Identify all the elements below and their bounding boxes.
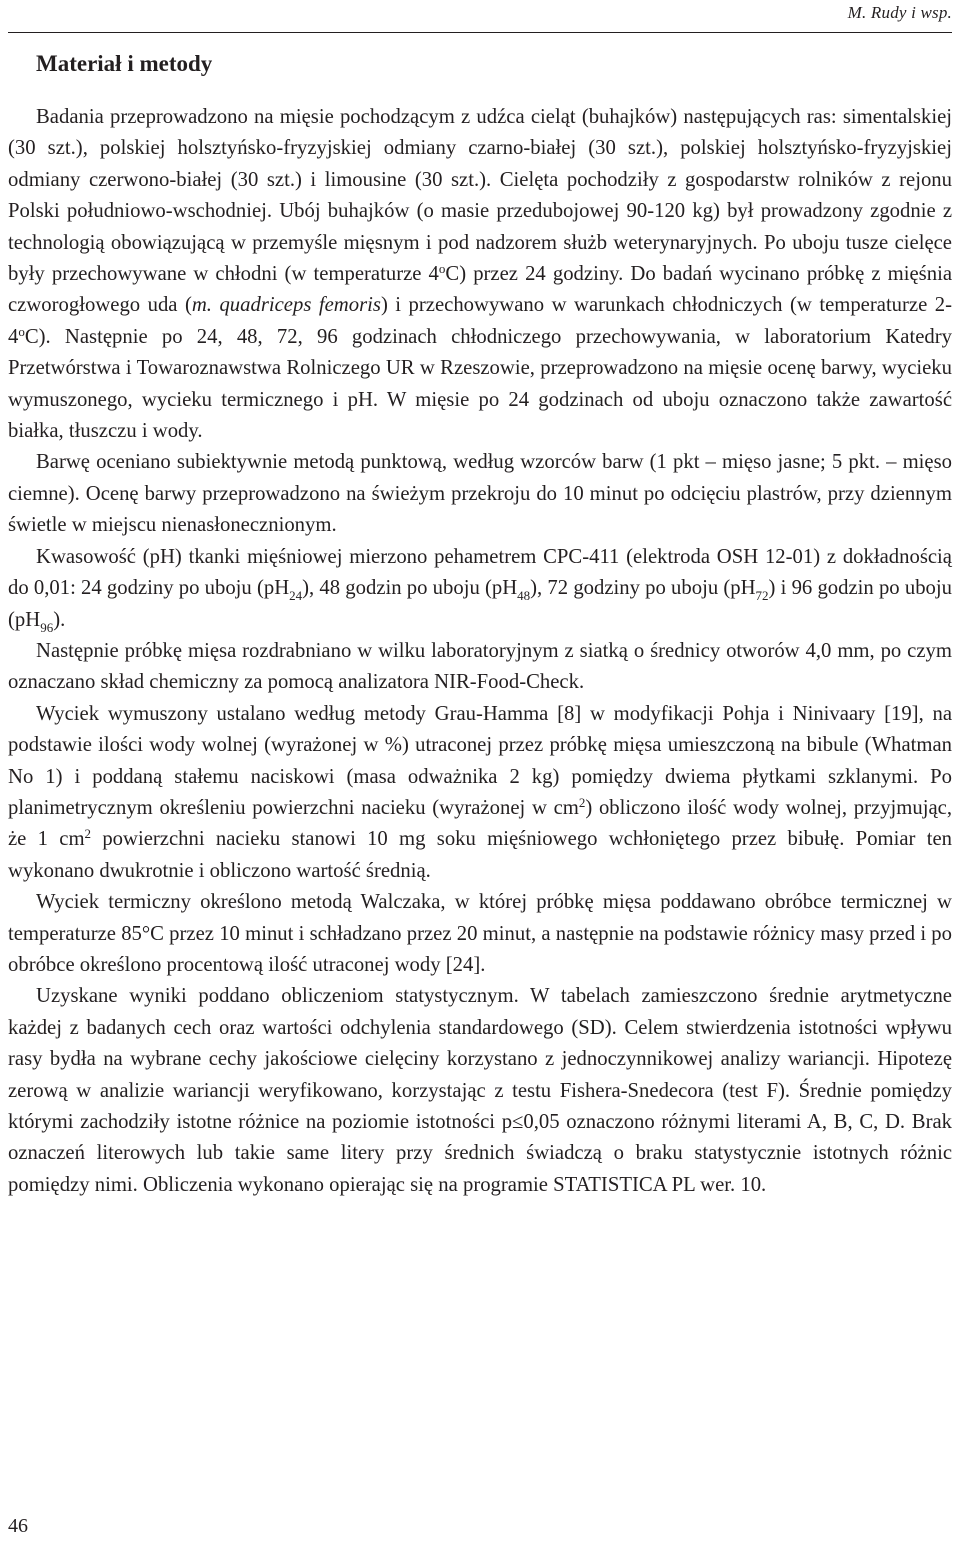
paragraph-text: Kwasowość (pH) tkanki mięśniowej mierzono pehametrem CPC-411 (elektroda OSH 12-01) z dokładnością do 0,01: 24 godziny po uboju (pH: [8, 545, 952, 600]
paragraph-forced-drip: [8, 699, 952, 887]
paragraph-text: Wyciek wymuszony ustalano według metody Grau-Hamma [8] w modyfikacji Pohja i Ninivaary [19], na podstawie ilości wody wolnej (wyrażonej w %) utraconej przez próbkę mięsa umieszczoną na bibule (Whatman No 1) i poddaną stałemu naciskowi (masa odważnika 2 kg) pomiędzy dwiema płytkami szklanymi. Po planimetrycznym określeniu powierzchni nacieku (wyrażonej w cm: [8, 702, 952, 819]
paragraph-text: Badania przeprowadzono na mięsie pochodzącym z udźca cieląt (buhajków) następujących ras: simentalskiej (30 szt.), polskiej holsztyńsko-fryzyjskiej odmiany czarno-białej (30 szt.), polskiej holsztyńsko-fryzyjskiej odmiany czerwono-białej (30 szt.) i limousine (30 szt.). Cielęta pochodziły z gospodarstw rolników z rejonu Polski południowo-wschodniej. Ubój buhajków (o masie przedubojowej 90-120 kg) był prowadzony zgodnie z technologią obowiązującą w przemyśle mięsnym i pod nadzorem służb weterynaryjnych. Po uboju tusze cielęce były przechowywane w chłodni (w temperaturze 4: [8, 106, 952, 286]
page-number: 46: [8, 1515, 28, 1537]
area-superscript: 2: [84, 826, 92, 842]
paragraph-text: ) i przechowywano w warunkach chłodniczych (w temperaturze 2-4: [8, 294, 952, 348]
ph-subscript: 48: [517, 588, 531, 604]
paragraph-ph: [8, 542, 952, 636]
paragraph-text: C) przez 24 godziny. Do badań wycinano próbkę z mięśnia czworogłowego uda (: [8, 263, 952, 317]
ph-subscript: 72: [755, 588, 769, 604]
paragraph-composition: Następnie próbkę mięsa rozdrabniano w wilku laboratoryjnym z siatką o średnicy otworów 4,0 mm, po czym oznaczano skład chemiczny za pomocą analizatora NIR-Food-Check.: [8, 639, 952, 694]
area-superscript: 2: [578, 794, 586, 810]
body-text: [8, 102, 952, 1201]
paragraph-color: Barwę oceniano subiektywnie metodą punktową, według wzorców barw (1 pkt – mięso jasne; 5 pkt. – mięso ciemne). Ocenę barwy przeprowadzono na świeżym przekroju do 10 minut po odcięciu plastrów, przy dziennym świetle w miejscu nienasłonecznionym.: [8, 451, 952, 537]
running-head: [8, 0, 952, 33]
paragraph-materials: [8, 102, 952, 447]
ph-subscript: 96: [40, 619, 54, 635]
ph-subscript: 24: [289, 588, 303, 604]
latin-muscle-name: m. quadriceps femoris: [191, 294, 381, 317]
paragraph-text: ), 72 godziny po uboju (pH: [530, 577, 756, 600]
paragraph-statistics: Uzyskane wyniki poddano obliczeniom statystycznym. W tabelach zamieszczono średnie arytmetyczne każdej z badanych cech oraz wartości odchylenia standardowego (SD). Celem stwierdzenia istotności wpływu rasy bydła na wybrane cechy jakościowe cielęciny korzystano z jednoczynnikowej analizy wariancji. Hipotezę zerową w analizie wariancji weryfikowano, korzystając z testu Fishera-Snedecora (test F). Średnie pomiędzy którymi zachodziły istotne różnice na poziomie istotności p≤0,05 oznaczono różnymi literami A, B, C, D. Brak oznaczeń literowych lub takie same litery przy średnich świadczą o braku statystycznie istotnych różnic pomiędzy nimi. Obliczenia wykonano opierając się na programie STATISTICA PL wer. 10.: [8, 985, 952, 1196]
section-title: Materiał i metody: [36, 51, 213, 76]
paragraph-text: ) i 96 godzin po uboju (pH: [8, 577, 952, 631]
degree-superscript: o: [438, 261, 446, 277]
paragraph-text: ) obliczono ilość wody wolnej, przyjmując, że 1 cm: [8, 796, 953, 851]
paragraph-text: ), 48 godzin po uboju (pH: [302, 577, 518, 600]
paragraph-thermal-drip: Wyciek termiczny określono metodą Walczaka, w której próbkę mięsa poddawano obróbce termicznej w temperaturze 85°C przez 10 minut i schładzano przez 20 minut, a następnie na podstawie różnicy masy przed i po obróbce określono procentową ilość utraconej wody [24].: [8, 891, 952, 976]
paragraph-text: C). Następnie po 24, 48, 72, 96 godzinach chłodniczego przechowywania, w laboratorium Katedry Przetwórstwa i Towaroznawstwa Rolniczego UR w Rzeszowie, przeprowadzono na mięsie ocenę barwy, wycieku wymuszonego, wycieku termicznego i pH. W mięsie po 24 godzinach od uboju oznaczono także zawartość białka, tłuszczu i wody.: [8, 325, 952, 443]
paragraph-text: ).: [53, 608, 66, 631]
degree-superscript: o: [18, 323, 25, 339]
running-head-author: M. Rudy i wsp.: [847, 3, 952, 22]
paragraph-text: powierzchni nacieku stanowi 10 mg soku mięśniowego wchłoniętego przez bibułę. Pomiar ten wykonano dwukrotnie i obliczono wartość średnią.: [8, 828, 952, 882]
